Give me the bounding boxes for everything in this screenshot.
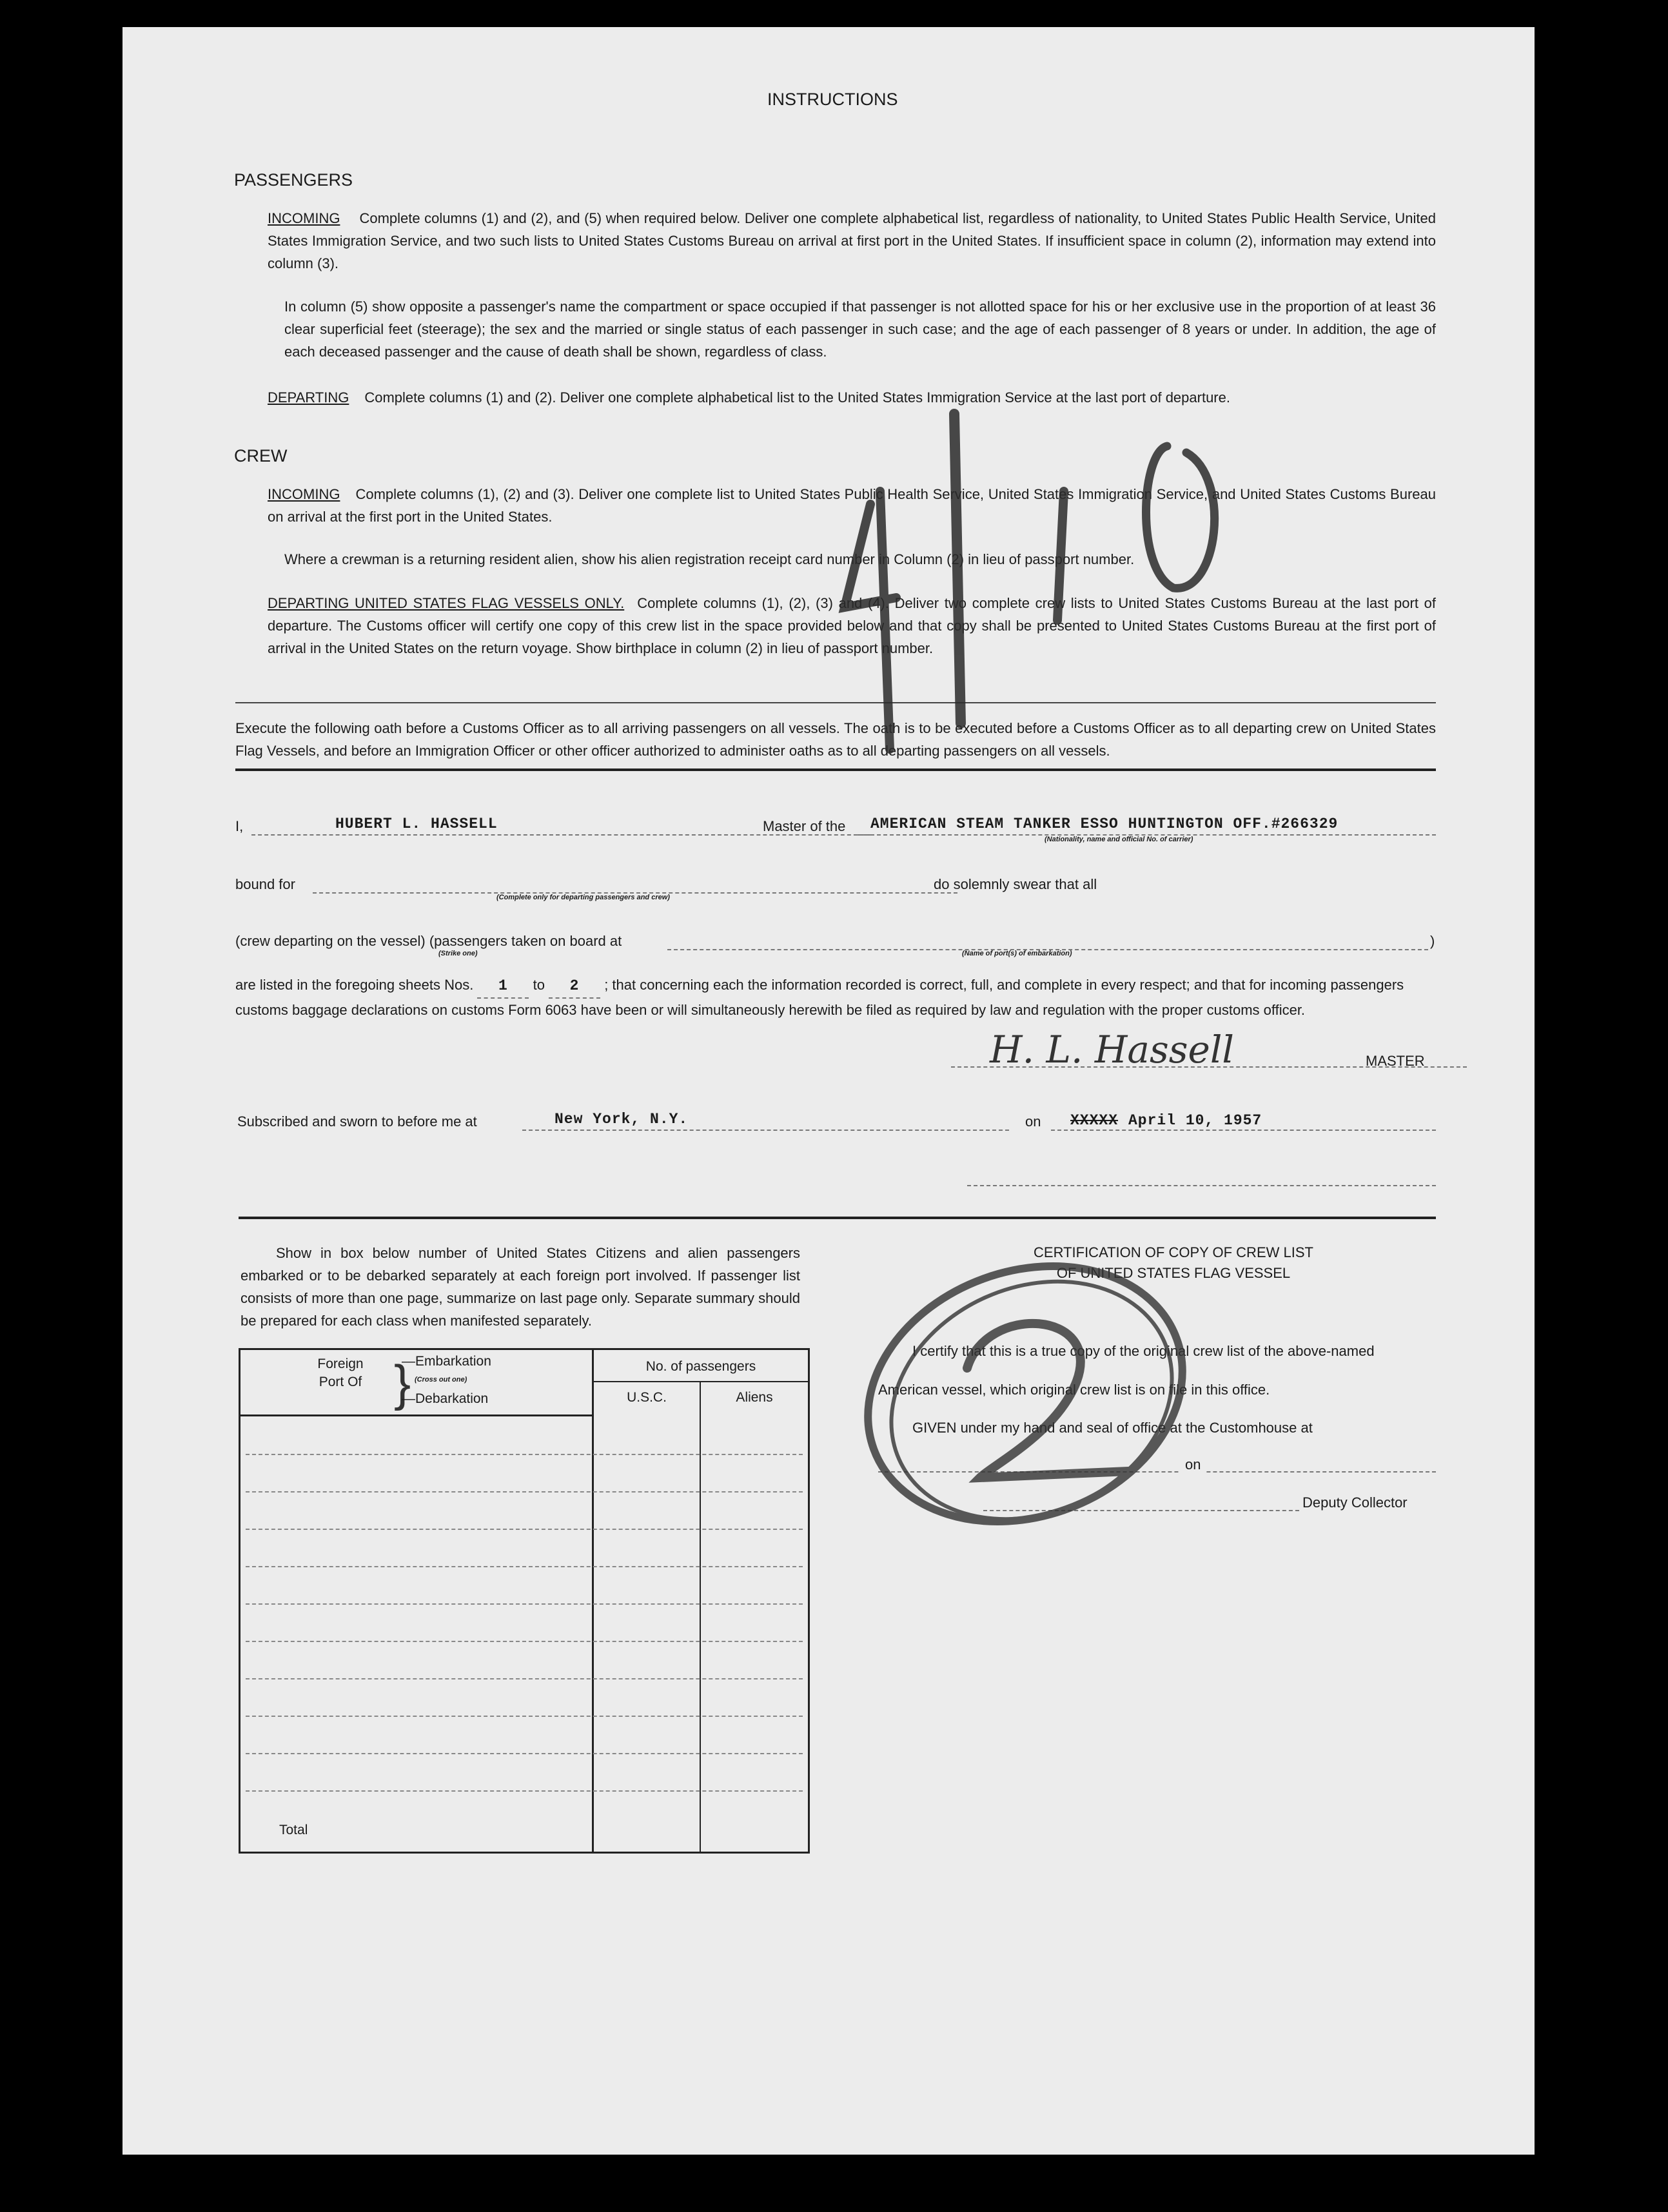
no-passengers-header: No. of passengers	[645, 1359, 756, 1374]
oath-intro: Execute the following oath before a Customs Officer as to all arriving passengers on all vessels. The oath is to be executed before a Customs Officer as to all departing crew on United States Flag Vessels, and before an Immigration Officer or other officer authorized to administer oaths as to all departing passengers on all vessels.	[235, 720, 1436, 759]
listed-label: are listed in the foregoing sheets Nos.	[235, 977, 474, 993]
vessel-name: AMERICAN STEAM TANKER ESSO HUNTINGTON OFF.#266329	[870, 816, 1339, 832]
passengers-departing-label: DEPARTING	[268, 389, 349, 406]
subscribed-label: Subscribed and sworn to before me at	[237, 1113, 477, 1130]
certification-title-line2: OF UNITED STATES FLAG VESSEL	[1056, 1265, 1291, 1281]
bound-caption: (Complete only for departing passengers and crew)	[496, 894, 670, 901]
debarkation-label: —Debarkation	[402, 1391, 489, 1406]
master-label: MASTER	[1366, 1053, 1425, 1069]
passengers-column5-paragraph: In column (5) show opposite a passenger's name the compartment or space occupied if that passenger is not allotted space for his or her exclusive use in the proportion of at least 36 clear superficial feet (steerage); the sex and the married or single status of each passenger in such case; and the age of each passenger of 8 years or under. In addition, the age of each deceased passenger and the cause of death shall be shown, regardless of class.	[284, 299, 1436, 360]
crew-departing-label: (crew departing on the vessel) (passengers taken on board at	[235, 933, 622, 949]
close-paren: )	[1430, 933, 1435, 949]
brace: }	[394, 1355, 411, 1411]
vessel-caption: (Nationality, name and official No. of carrier)	[1045, 836, 1193, 843]
document-page	[123, 27, 1535, 2155]
sworn-place: New York, N.Y.	[554, 1111, 689, 1128]
certification-text2: American vessel, which original crew list is on file in this office.	[878, 1382, 1270, 1398]
master-of-label: Master of the	[763, 818, 846, 834]
struck-date-text: XXXXX	[1070, 1112, 1119, 1129]
handwritten-number-4110	[845, 414, 1215, 749]
deputy-collector-label: Deputy Collector	[1302, 1494, 1408, 1511]
usc-header: U.S.C.	[627, 1390, 667, 1405]
passengers-incoming-text: Complete columns (1) and (2), and (5) when required below. Deliver one complete alphabetical list, regardless of nationality, to United States Public Health Service, United States Immigration Service, and two such lists to United States Customs Bureau on arrival at first port in the United States. If insufficient space in column (2), information may extend into column (3).	[268, 210, 1436, 271]
crew-heading: CREW	[234, 446, 288, 465]
passengers-incoming-label: INCOMING	[268, 210, 340, 226]
aliens-header: Aliens	[736, 1390, 773, 1405]
bound-for-label: bound for	[235, 876, 295, 892]
strike-caption: (Strike one)	[438, 950, 478, 957]
port-caption: (Name of port(s) of embarkation)	[962, 950, 1072, 957]
embarkation-label: —Embarkation	[402, 1354, 491, 1369]
circled-two-mark	[832, 1224, 1219, 1564]
page-title: INSTRUCTIONS	[767, 90, 898, 109]
swear-label: do solemnly swear that all	[934, 876, 1097, 892]
sworn-date: April 10, 1957	[1128, 1112, 1262, 1129]
sheet-from: 1	[477, 975, 529, 999]
crew-incoming-text: Complete columns (1), (2) and (3). Deliver one complete list to United States Public Health Service, United States Immigration Service, and United States Customs Bureau on arrival at the first port in the United States.	[268, 486, 1436, 525]
foreign-port-label: Foreign Port Of	[317, 1356, 364, 1389]
oath-i-label: I,	[235, 818, 244, 834]
listed-text: ; that concerning each the information recorded is correct, full, and complete in every respect; and that for incoming passengers customs baggage declarations on customs Form 6063 have been or will simultaneously herewith be filed as required by law and regulation with the proper customs officer.	[235, 977, 1404, 1018]
crew-resident-paragraph: Where a crewman is a returning resident alien, show his alien registration receipt card number in Column (2) in lieu of passport number.	[284, 551, 1135, 567]
to-label: to	[533, 977, 545, 993]
certification-text3: GIVEN under my hand and seal of office at the Customhouse at	[912, 1420, 1313, 1436]
cross-out-caption: (Cross out one)	[415, 1376, 467, 1384]
master-name: HUBERT L. HASSELL	[335, 816, 498, 832]
master-signature: H. L. Hassell	[990, 1028, 1234, 1072]
sworn-on-label: on	[1025, 1113, 1041, 1130]
pencil-marks	[123, 27, 1535, 2155]
crew-incoming-label: INCOMING	[268, 486, 340, 502]
sheet-to: 2	[549, 975, 600, 999]
summary-instructions: Show in box below number of United States Citizens and alien passengers embarked or to be debarked separately at each foreign port involved. If passenger list consists of more than one page, summarize on last page only. Separate summary should be prepared for each class when manifested separately.	[240, 1245, 800, 1329]
certification-on-label: on	[1180, 1453, 1206, 1476]
total-label: Total	[279, 1823, 308, 1837]
certification-text1: I certify that this is a true copy of the original crew list of the above-named	[912, 1343, 1375, 1359]
crew-departing-text: Complete columns (1), (2), (3) and (4). Deliver two complete crew lists to United States Customs Bureau at the last port of departure. The Customs officer will certify one copy of this crew list in the space provided below and that copy shall be presented to United States Customs Bureau at the first port of arrival in the United States on the return voyage. Show birthplace in column (2) in lieu of passport number.	[268, 595, 1436, 656]
crew-departing-label: DEPARTING UNITED STATES FLAG VESSELS ONLY.	[268, 595, 625, 611]
passengers-departing-text: Complete columns (1) and (2). Deliver one complete alphabetical list to the United States Immigration Service at the last port of departure.	[364, 389, 1230, 406]
certification-title-line1: CERTIFICATION OF COPY OF CREW LIST	[1034, 1244, 1313, 1260]
passengers-heading: PASSENGERS	[234, 170, 353, 190]
